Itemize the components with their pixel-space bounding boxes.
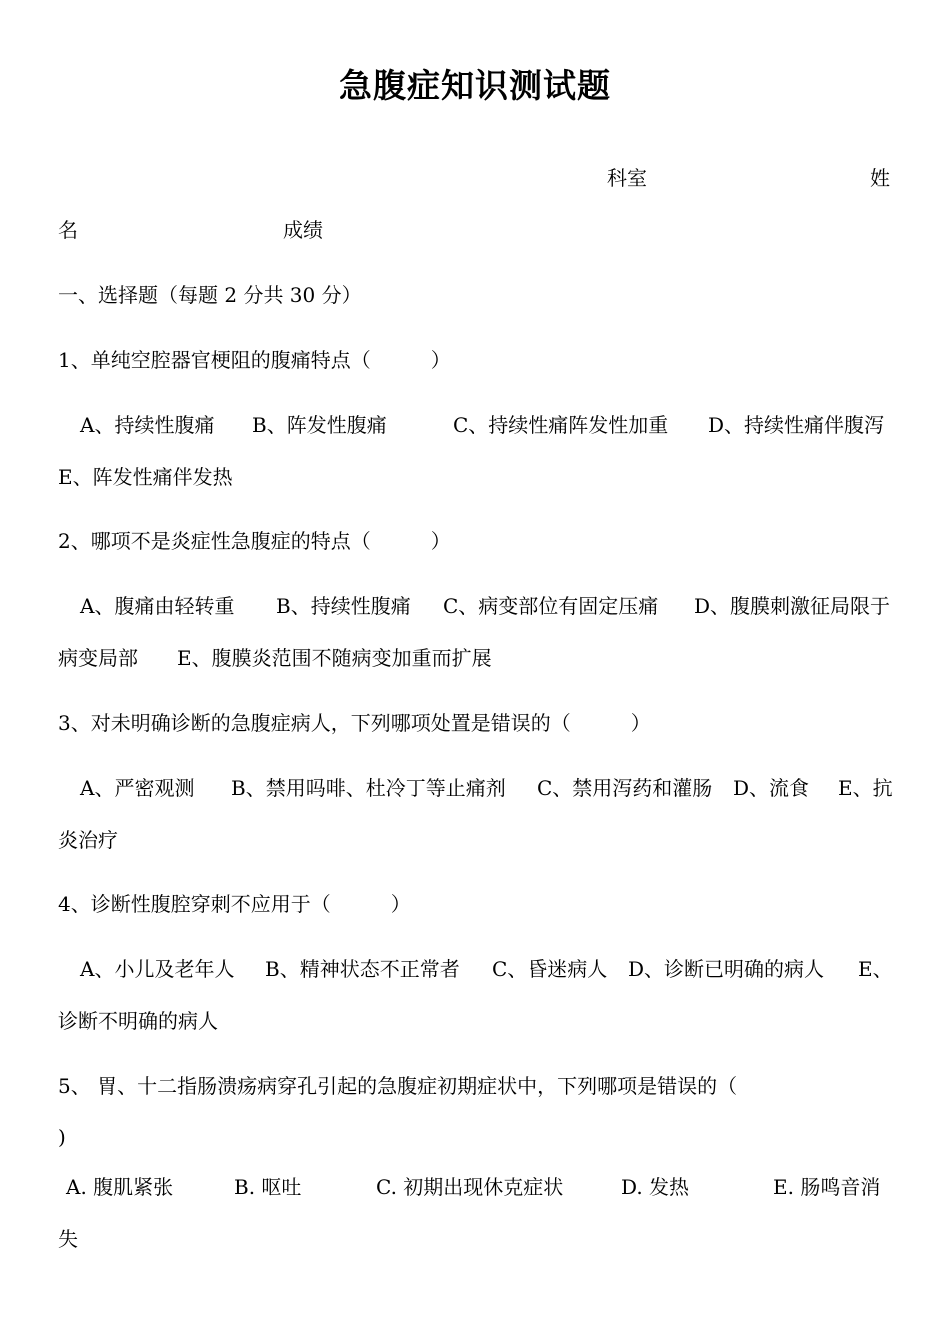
score-label: 成绩 [283,218,323,242]
question-3-option-e: E、抗 [838,776,893,800]
question-5-option-b: B. 呕吐 [234,1175,302,1199]
question-4-option-c: C、昏迷病人 [492,957,608,981]
question-5-option-e-cont: 失 [58,1227,78,1251]
question-3-option-a: A、严密观测 [80,776,195,800]
question-3-option-c: C、禁用泻药和灌肠 [537,776,713,800]
question-1-option-d: D、持续性痛伴腹泻 [708,413,885,437]
question-4-option-e: E、 [858,957,893,981]
question-5-option-d: D. 发热 [621,1175,690,1199]
question-2-option-e: E、腹膜炎范围不随病变加重而扩展 [177,646,492,670]
question-2-option-d-cont: 病变局部 [58,646,138,670]
question-4-option-d: D、诊断已明确的病人 [628,957,825,981]
name-label-part2: 名 [58,218,78,242]
question-4-option-a: A、小儿及老年人 [80,957,235,981]
question-1-option-b: B、阵发性腹痛 [252,413,387,437]
question-5-option-a: A. 腹肌紧张 [66,1175,174,1199]
question-2-option-d: D、腹膜刺激征局限于 [694,594,891,618]
question-2-option-a: A、腹痛由轻转重 [80,594,235,618]
question-4-stem: 4、诊断性腹腔穿刺不应用于（ ） [58,892,411,916]
question-5-stem: 5、 胃、十二指肠溃疡病穿孔引起的急腹症初期症状中，下列哪项是错误的（ [58,1074,738,1098]
question-2-option-b: B、持续性腹痛 [276,594,411,618]
question-1-stem: 1、单纯空腔器官梗阻的腹痛特点（ ） [58,348,451,372]
question-3-option-b: B、禁用吗啡、杜冷丁等止痛剂 [231,776,506,800]
question-4-option-e-cont: 诊断不明确的病人 [58,1009,218,1033]
question-3-stem: 3、对未明确诊断的急腹症病人，下列哪项处置是错误的（ ） [58,711,651,735]
section-heading: 一、选择题（每题 2 分共 30 分） [58,283,362,307]
question-3-option-d: D、流食 [733,776,810,800]
question-2-stem: 2、哪项不是炎症性急腹症的特点（ ） [58,529,451,553]
question-4-option-b: B、精神状态不正常者 [265,957,460,981]
question-1-option-e: E、阵发性痛伴发热 [58,465,233,489]
question-1-option-c: C、持续性痛阵发性加重 [453,413,669,437]
question-2-option-c: C、病变部位有固定压痛 [443,594,659,618]
question-5-option-e: E. 肠鸣音消 [773,1175,881,1199]
question-5-stem-cont: ) [58,1125,66,1149]
department-label: 科室 [607,166,647,190]
document-title: 急腹症知识测试题 [339,66,611,105]
question-1-option-a: A、持续性腹痛 [80,413,215,437]
name-label-part1: 姓 [870,166,890,190]
question-3-option-e-cont: 炎治疗 [58,828,118,852]
question-5-option-c: C. 初期出现休克症状 [376,1175,564,1199]
